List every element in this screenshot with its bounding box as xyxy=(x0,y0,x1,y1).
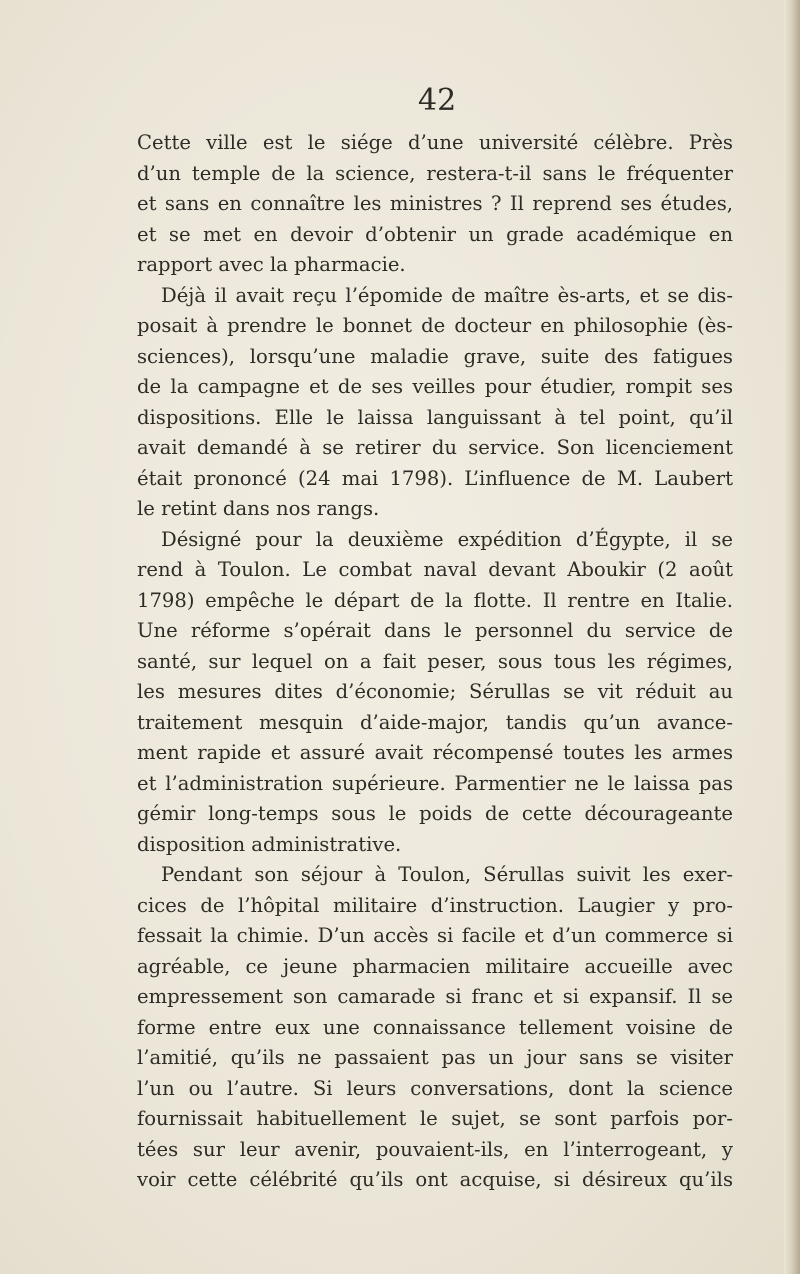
text-line: Une réforme s’opérait dans le personnel du service de xyxy=(137,619,733,642)
text-line: était prononcé (24 mai 1798). L’influence de M. Laubert xyxy=(137,466,733,490)
text-line: d’un temple de la science, restera-t-il sans le fréquenter xyxy=(137,161,733,185)
text-line: dispositions. Elle le laissa languissant à tel point, qu’il xyxy=(137,405,733,429)
text-line: Pendant son séjour à Toulon, Sérullas suivit les exer- xyxy=(161,863,733,886)
paragraph-3 xyxy=(137,525,733,861)
text-line: sciences), lorsqu’une maladie grave, suite des fatigues xyxy=(137,344,733,368)
text-line: rend à Toulon. Le combat naval devant Aboukir (2 août xyxy=(137,558,733,581)
text-line: tées sur leur avenir, pouvaient-ils, en l’interrogeant, y xyxy=(137,1137,733,1161)
text-line: et l’administration supérieure. Parmentier ne le laissa pas xyxy=(137,771,733,795)
text-line: forme entre eux une connaissance tellement voisine de xyxy=(137,1015,733,1039)
page-spine-shadow xyxy=(784,0,800,1274)
text-line: le retint dans nos rangs. xyxy=(137,497,380,520)
paragraph-2 xyxy=(137,281,733,525)
text-line: Cette ville est le siége d’une université célèbre. Près xyxy=(137,131,733,154)
text-line: l’un ou l’autre. Si leurs conversations, dont la science xyxy=(137,1076,733,1100)
text-line: 1798) empêche le départ de la flotte. Il rentre en Italie. xyxy=(137,588,733,612)
text-line: Déjà il avait reçu l’épomide de maître ès-arts, et se dis- xyxy=(161,283,733,307)
text-line: les mesures dites d’économie; Sérullas se vit réduit au xyxy=(137,680,733,703)
text-line: disposition administrative. xyxy=(137,832,402,856)
text-line: ment rapide et assuré avait récompensé toutes les armes xyxy=(137,741,733,764)
text-line: santé, sur lequel on a fait peser, sous tous les régimes, xyxy=(137,649,733,673)
paragraph-1 xyxy=(137,128,733,281)
text-line: gémir long-temps sous le poids de cette décourageante xyxy=(137,802,733,825)
page-number: 42 xyxy=(418,83,457,118)
text-line: empressement son camarade si franc et si expansif. Il se xyxy=(137,985,733,1008)
text-line: posait à prendre le bonnet de docteur en philosophie (ès- xyxy=(137,314,733,337)
text-line: Désigné pour la deuxième expédition d’Égypte, il se xyxy=(161,527,733,551)
text-line: agréable, ce jeune pharmacien militaire accueille avec xyxy=(137,954,733,978)
text-line: voir cette célébrité qu’ils ont acquise, si désireux qu’ils xyxy=(137,1168,733,1191)
text-line: et se met en devoir d’obtenir un grade académique en xyxy=(137,222,733,246)
text-line: et sans en connaître les ministres ? Il reprend ses études, xyxy=(137,192,733,215)
text-line: avait demandé à se retirer du service. Son licenciement xyxy=(137,436,733,459)
text-line: rapport avec la pharmacie. xyxy=(137,253,406,276)
text-line: cices de l’hôpital militaire d’instruction. Laugier y pro- xyxy=(137,893,733,917)
text-line: l’amitié, qu’ils ne passaient pas un jour sans se visiter xyxy=(137,1046,733,1069)
paragraph-4 xyxy=(137,860,733,1196)
body-text xyxy=(137,128,733,1196)
text-line: traitement mesquin d’aide-major, tandis qu’un avance- xyxy=(137,710,733,734)
text-line: de la campagne et de ses veilles pour étudier, rompit ses xyxy=(137,375,733,398)
text-line: fessait la chimie. D’un accès si facile et d’un commerce si xyxy=(137,924,733,947)
text-line: fournissait habituellement le sujet, se sont parfois por- xyxy=(137,1107,733,1130)
